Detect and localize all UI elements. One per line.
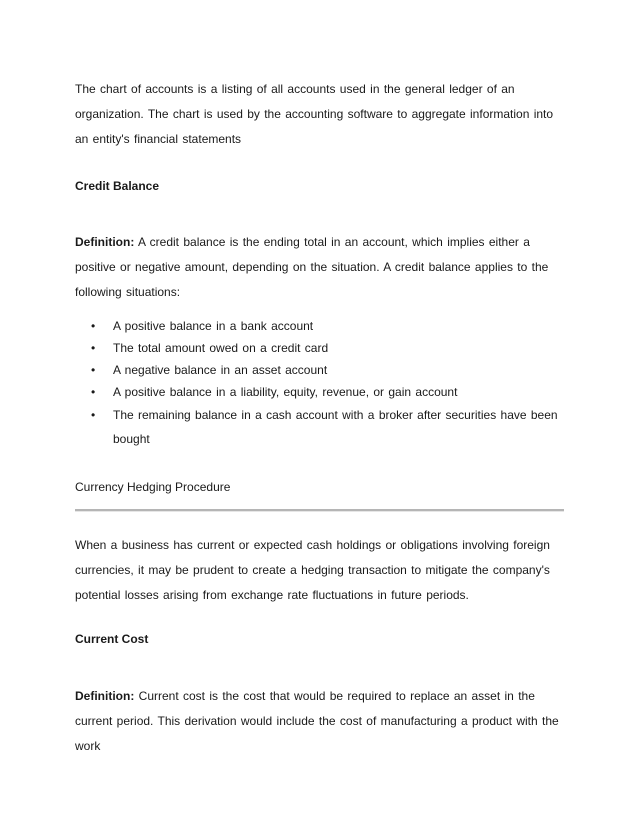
currency-hedging-heading: Currency Hedging Procedure: [75, 480, 231, 494]
definition-text: Current cost is the cost that would be required to replace an asset in the current period. This derivation would include the cost of manufacturing a product with the work: [75, 689, 559, 753]
list-item: • A positive balance in a bank account: [75, 315, 565, 337]
section-divider: [75, 509, 564, 512]
bullet-icon: •: [91, 385, 96, 399]
bullet-icon: •: [91, 319, 96, 333]
list-item: • The remaining balance in a cash account with a broker after securities have been bought: [75, 403, 565, 451]
list-item: • A negative balance in an asset account: [75, 359, 565, 381]
currency-hedging-heading-wrap: [75, 477, 565, 497]
credit-balance-definition-paragraph: [75, 230, 565, 305]
bullet-icon: •: [91, 363, 96, 377]
credit-balance-list-wrap: [75, 315, 565, 451]
intro-section: [75, 77, 565, 152]
current-cost-heading: Current Cost: [75, 632, 149, 646]
current-cost-heading-wrap: [75, 629, 565, 649]
current-cost-definition-paragraph: [75, 684, 565, 759]
list-item: • The total amount owed on a credit card: [75, 337, 565, 359]
definition-text: A credit balance is the ending total in an account, which implies either a positive or negative amount, depending on the situation. A credit balance applies to the following situations:: [75, 235, 549, 299]
credit-balance-heading-wrap: [75, 176, 565, 196]
credit-balance-definition: [75, 230, 565, 305]
definition-label: Definition:: [75, 235, 135, 249]
currency-hedging-paragraph: When a business has current or expected cash holdings or obligations involving foreign currencies, it may be prudent to create a hedging transaction to mitigate the company's potential losses arising from exchange rate fluctuations in future periods.: [75, 538, 550, 602]
bullet-icon: •: [91, 341, 96, 355]
credit-balance-heading: Credit Balance: [75, 179, 160, 193]
definition-label: Definition:: [75, 689, 135, 703]
intro-paragraph: The chart of accounts is a listing of all accounts used in the general ledger of an organization. The chart is used by the accounting software to aggregate information into an entity's financial statements: [75, 82, 554, 146]
credit-balance-list: [75, 315, 565, 451]
current-cost-definition: [75, 684, 565, 759]
bullet-icon: •: [91, 408, 96, 422]
list-item: • A positive balance in a liability, equity, revenue, or gain account: [75, 381, 565, 403]
currency-hedging-section: [75, 533, 565, 608]
